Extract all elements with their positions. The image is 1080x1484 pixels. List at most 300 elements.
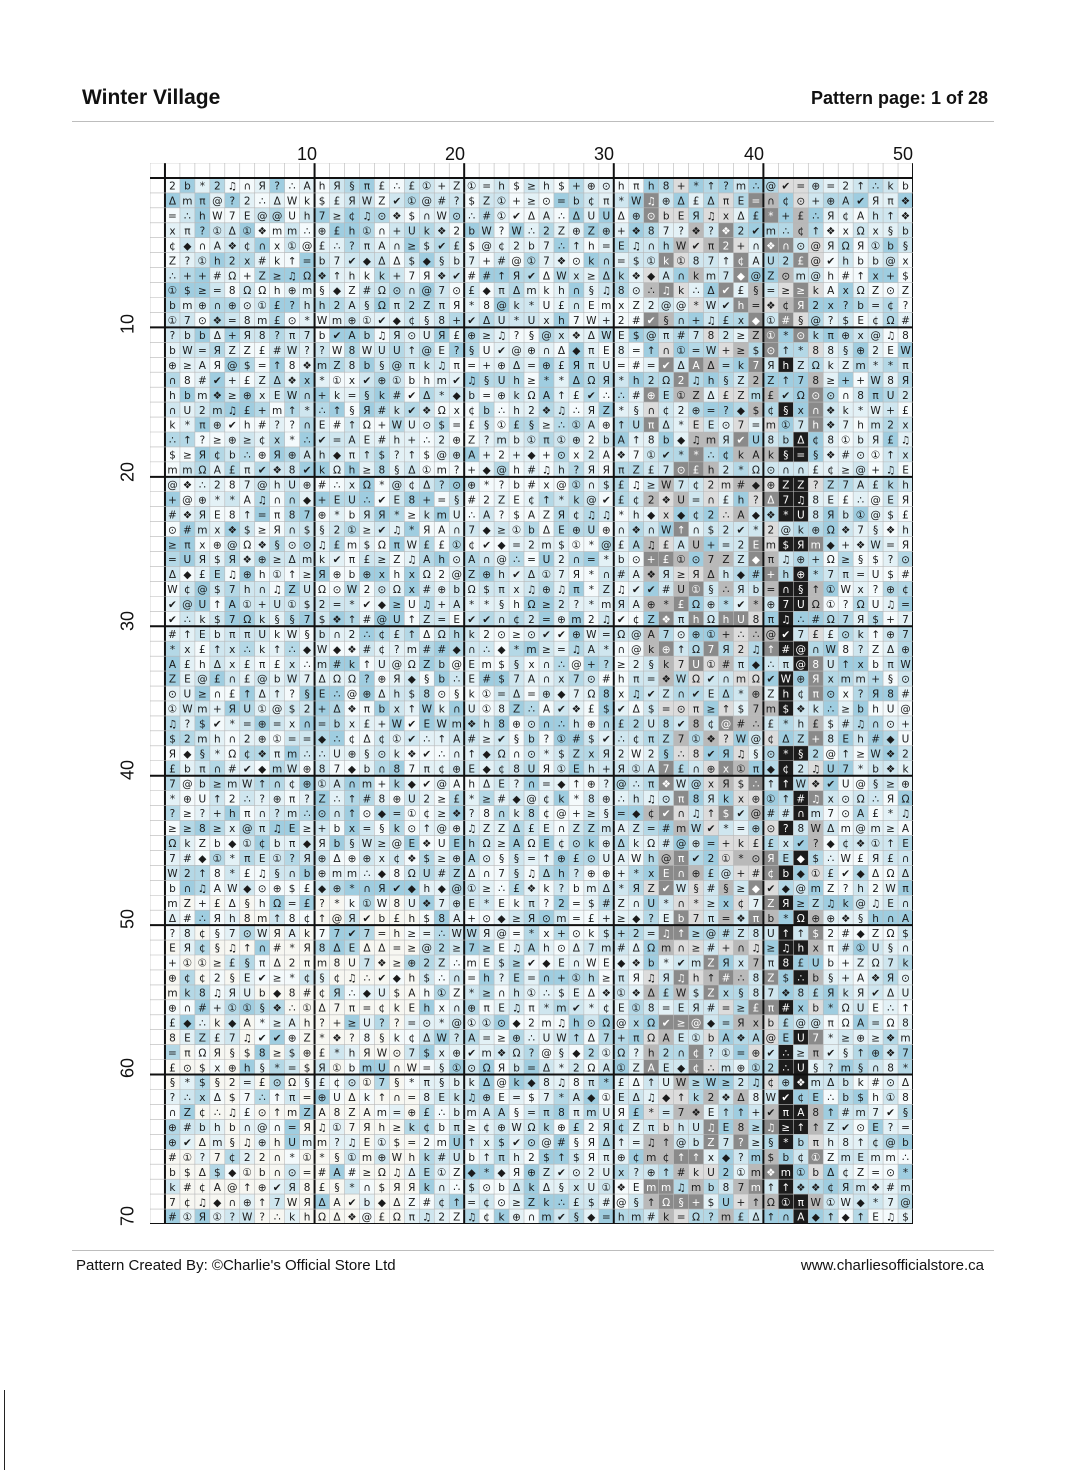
- svg-text:⊕: ⊕: [452, 853, 461, 865]
- svg-text:b: b: [483, 405, 490, 417]
- svg-text:k: k: [618, 270, 625, 282]
- svg-text:h: h: [453, 629, 460, 641]
- svg-text:k: k: [513, 300, 520, 312]
- svg-text:k: k: [424, 509, 431, 521]
- svg-text:⊕: ⊕: [766, 479, 775, 491]
- svg-text:π: π: [768, 554, 775, 566]
- svg-text:↑: ↑: [557, 390, 566, 402]
- svg-text:$: $: [842, 315, 849, 327]
- svg-text:Я: Я: [229, 554, 236, 566]
- svg-text:2: 2: [753, 375, 760, 387]
- svg-text:¢: ¢: [842, 838, 849, 850]
- svg-text:b: b: [214, 629, 221, 641]
- svg-text:@: @: [227, 360, 238, 372]
- svg-text:Я: Я: [363, 405, 370, 417]
- svg-text:#: #: [497, 793, 506, 805]
- svg-text:x: x: [274, 435, 280, 447]
- svg-text:§: §: [529, 330, 534, 342]
- svg-text:W: W: [182, 704, 193, 716]
- svg-text:∩: ∩: [647, 240, 655, 252]
- svg-text:2: 2: [364, 584, 371, 596]
- svg-text:k: k: [349, 659, 356, 671]
- svg-text:§: §: [349, 405, 354, 417]
- svg-text:$: $: [438, 420, 445, 432]
- svg-text:A: A: [348, 435, 356, 447]
- svg-text:2: 2: [483, 629, 490, 641]
- svg-text:≥: ≥: [647, 479, 656, 491]
- svg-text:①: ①: [676, 390, 685, 402]
- svg-text:Z: Z: [483, 823, 490, 835]
- svg-text:=: =: [647, 674, 656, 686]
- svg-text:@: @: [422, 285, 433, 297]
- svg-text:✔: ✔: [602, 734, 611, 746]
- svg-text:7: 7: [498, 868, 505, 880]
- svg-text:E: E: [827, 494, 834, 506]
- svg-text:◆: ◆: [408, 674, 417, 686]
- svg-text:Я: Я: [812, 674, 819, 686]
- svg-text:Z: Z: [827, 883, 834, 895]
- svg-text:◆: ◆: [527, 450, 536, 462]
- svg-text:8: 8: [349, 345, 356, 357]
- svg-text:8: 8: [902, 330, 909, 342]
- svg-text:Z: Z: [797, 360, 804, 372]
- svg-text:k: k: [394, 405, 401, 417]
- svg-text:§: §: [484, 420, 489, 432]
- svg-text:=: =: [303, 255, 312, 267]
- svg-text:h: h: [842, 255, 849, 267]
- svg-text:@: @: [422, 345, 433, 357]
- svg-text:Z: Z: [633, 300, 640, 312]
- svg-text:❖: ❖: [826, 450, 835, 462]
- svg-text:#: #: [811, 614, 820, 626]
- svg-text:*: *: [484, 599, 489, 611]
- svg-text:?: ?: [544, 734, 550, 746]
- footer-website: www.charliesofficialstore.ca: [801, 1257, 984, 1274]
- svg-text:Ω: Ω: [587, 375, 595, 387]
- svg-text:@: @: [631, 629, 642, 641]
- svg-text:Я: Я: [902, 494, 909, 506]
- svg-text:+: +: [377, 719, 386, 731]
- svg-text:#: #: [363, 793, 372, 805]
- svg-text:⊕: ⊕: [183, 793, 192, 805]
- svg-text:£: £: [319, 240, 326, 252]
- svg-text:¢: ¢: [498, 763, 505, 775]
- svg-text:↑: ↑: [781, 778, 790, 790]
- svg-text:U: U: [797, 599, 805, 611]
- svg-text:+: +: [602, 315, 611, 327]
- svg-text:8: 8: [289, 360, 296, 372]
- svg-text:∴: ∴: [857, 494, 864, 506]
- svg-text:↑: ↑: [213, 644, 222, 656]
- svg-text:π: π: [409, 360, 416, 372]
- svg-text:⊙: ⊙: [288, 315, 297, 327]
- svg-text:@: @: [646, 330, 657, 342]
- svg-text:7: 7: [468, 255, 475, 267]
- svg-text:⊕: ⊕: [692, 629, 701, 641]
- svg-text:h: h: [633, 375, 640, 387]
- svg-text:E: E: [468, 763, 475, 775]
- svg-text:£: £: [708, 868, 715, 880]
- svg-text:✔: ✔: [258, 465, 267, 477]
- svg-text:◆: ◆: [423, 255, 432, 267]
- svg-text:+: +: [647, 554, 656, 566]
- svg-text:Z: Z: [453, 868, 460, 880]
- svg-text:@: @: [272, 210, 283, 222]
- svg-text:#: #: [467, 734, 476, 746]
- svg-text:⊙: ⊙: [587, 853, 596, 865]
- svg-text:Ω: Ω: [408, 868, 416, 880]
- svg-text:Ω: Ω: [258, 285, 266, 297]
- svg-text:≥: ≥: [587, 270, 596, 282]
- svg-text:Z: Z: [318, 793, 325, 805]
- svg-text:Я: Я: [169, 748, 176, 760]
- svg-text:§: §: [813, 450, 818, 462]
- svg-text:✔: ✔: [467, 614, 476, 626]
- svg-text:@: @: [811, 240, 822, 252]
- svg-text:=: =: [886, 539, 895, 551]
- svg-text:✔: ✔: [407, 719, 416, 731]
- svg-text:✔: ✔: [363, 913, 372, 925]
- svg-text:π: π: [244, 808, 251, 820]
- svg-text:7: 7: [304, 330, 311, 342]
- svg-text:◆: ◆: [557, 689, 566, 701]
- svg-text:⊕: ⊕: [572, 225, 581, 237]
- svg-text:Δ: Δ: [707, 569, 715, 581]
- svg-text:Ω: Ω: [812, 599, 820, 611]
- svg-text:◆: ◆: [632, 808, 641, 820]
- svg-text:§: §: [454, 494, 459, 506]
- svg-text:@: @: [691, 778, 702, 790]
- svg-text:Δ: Δ: [333, 853, 341, 865]
- svg-text:✔: ✔: [722, 285, 731, 297]
- svg-text:@: @: [212, 196, 223, 208]
- svg-text:⊙: ⊙: [527, 629, 536, 641]
- svg-text:#: #: [796, 793, 805, 805]
- svg-text:x: x: [259, 390, 265, 402]
- svg-text:U: U: [423, 868, 431, 880]
- svg-text:¢: ¢: [408, 479, 415, 491]
- svg-text:E: E: [214, 509, 221, 521]
- svg-text:⊙: ⊙: [258, 883, 267, 895]
- svg-text:k: k: [394, 748, 401, 760]
- svg-text:h: h: [304, 210, 311, 222]
- svg-text:≥: ≥: [303, 823, 312, 835]
- svg-text:§: §: [529, 420, 534, 432]
- svg-text:❖: ❖: [422, 405, 431, 417]
- svg-text:⊕: ⊕: [318, 853, 327, 865]
- svg-text:♫: ♫: [691, 808, 700, 820]
- svg-text:∩: ∩: [602, 719, 610, 731]
- svg-text:b: b: [857, 255, 864, 267]
- svg-text:$: $: [588, 734, 595, 746]
- svg-text:¢: ¢: [902, 584, 909, 596]
- svg-text:∩: ∩: [303, 390, 311, 402]
- svg-text:$: $: [199, 719, 206, 731]
- svg-text:£: £: [274, 300, 281, 312]
- svg-text:①: ①: [497, 196, 506, 208]
- svg-text:Ω: Ω: [827, 614, 835, 626]
- svg-text:✔: ✔: [737, 524, 746, 536]
- svg-text:+: +: [766, 569, 775, 581]
- svg-text:⊕: ⊕: [766, 599, 775, 611]
- svg-text:⊕: ⊕: [273, 793, 282, 805]
- svg-text:=: =: [557, 644, 566, 656]
- svg-text:U: U: [587, 524, 595, 536]
- svg-text:Я: Я: [767, 853, 774, 865]
- svg-text:Δ: Δ: [678, 360, 686, 372]
- svg-text:⊕: ⊕: [647, 599, 656, 611]
- svg-text:h: h: [169, 390, 176, 402]
- svg-text:⊕: ⊕: [497, 390, 506, 402]
- svg-text:m: m: [197, 524, 207, 536]
- svg-text:$: $: [513, 181, 520, 193]
- svg-text:⊕: ⊕: [243, 390, 252, 402]
- svg-text:7: 7: [169, 778, 176, 790]
- svg-text:W: W: [182, 345, 193, 357]
- svg-text:E: E: [214, 569, 221, 581]
- svg-text:♫: ♫: [362, 210, 371, 222]
- svg-text:b: b: [902, 225, 909, 237]
- svg-text:≥: ≥: [617, 659, 626, 671]
- svg-text:h: h: [693, 614, 700, 626]
- svg-text:①: ①: [826, 584, 835, 596]
- svg-text:2: 2: [558, 898, 565, 910]
- svg-text:@: @: [855, 823, 866, 835]
- svg-text:⊙: ⊙: [557, 450, 566, 462]
- svg-text:π: π: [783, 659, 790, 671]
- svg-text:k: k: [394, 778, 401, 790]
- svg-text:U: U: [528, 315, 536, 327]
- svg-text:#: #: [722, 659, 731, 671]
- svg-text:*: *: [693, 450, 698, 462]
- svg-text:h: h: [438, 554, 445, 566]
- svg-text:+: +: [737, 240, 746, 252]
- svg-text:◆: ◆: [318, 883, 327, 895]
- svg-text:#: #: [437, 644, 446, 656]
- svg-text:2: 2: [723, 240, 730, 252]
- svg-text:Ω: Ω: [243, 285, 251, 297]
- svg-text:¢: ¢: [768, 405, 775, 417]
- svg-text:¢: ¢: [423, 808, 430, 820]
- svg-text:§: §: [275, 539, 280, 551]
- svg-text:b: b: [872, 763, 879, 775]
- svg-text:*: *: [619, 883, 624, 895]
- svg-text:§: §: [604, 808, 609, 820]
- svg-text:$: $: [603, 704, 610, 716]
- svg-text:♫: ♫: [811, 763, 820, 775]
- svg-text:E: E: [708, 420, 715, 432]
- svg-text:7: 7: [513, 674, 520, 686]
- svg-text:§: §: [245, 898, 250, 910]
- svg-text:Δ: Δ: [707, 285, 715, 297]
- svg-text:k: k: [858, 629, 865, 641]
- svg-text:=: =: [258, 360, 267, 372]
- svg-text:+: +: [602, 913, 611, 925]
- svg-text:£: £: [244, 659, 251, 671]
- svg-text:=: =: [527, 554, 536, 566]
- svg-text:2: 2: [648, 375, 655, 387]
- svg-text:m: m: [182, 300, 192, 312]
- svg-text:£: £: [812, 719, 819, 731]
- svg-text:Z: Z: [259, 375, 266, 387]
- svg-text:π: π: [648, 778, 655, 790]
- svg-text:§: §: [903, 240, 908, 252]
- svg-text:∴: ∴: [334, 793, 341, 805]
- svg-text:W: W: [870, 539, 881, 551]
- svg-text:✔: ✔: [512, 569, 521, 581]
- svg-text:b: b: [618, 554, 625, 566]
- svg-text:W: W: [870, 748, 881, 760]
- svg-text:Я: Я: [513, 270, 520, 282]
- svg-text:¢: ¢: [184, 584, 191, 596]
- svg-text:?: ?: [648, 913, 654, 925]
- svg-text:⊕: ⊕: [901, 778, 910, 790]
- svg-text:#: #: [467, 494, 476, 506]
- svg-text:2: 2: [723, 524, 730, 536]
- svg-text:b: b: [753, 584, 760, 596]
- svg-text:✔: ✔: [647, 584, 656, 596]
- svg-text:@: @: [451, 883, 462, 895]
- svg-text:?: ?: [753, 494, 759, 506]
- svg-text:=: =: [273, 719, 282, 731]
- svg-text:=: =: [796, 450, 805, 462]
- svg-text:✔: ✔: [348, 255, 357, 267]
- svg-text:✔: ✔: [333, 330, 342, 342]
- svg-text:∩: ∩: [902, 853, 910, 865]
- svg-text:§: §: [364, 390, 369, 402]
- svg-text:h: h: [783, 689, 790, 701]
- svg-text:@: @: [392, 838, 403, 850]
- svg-text:*: *: [634, 868, 639, 880]
- svg-text:@: @: [182, 599, 193, 611]
- svg-text:b: b: [573, 196, 580, 208]
- svg-text:◆: ◆: [303, 494, 312, 506]
- svg-text:b: b: [902, 181, 909, 193]
- svg-text:2: 2: [244, 734, 251, 746]
- svg-text:⊕: ⊕: [258, 554, 267, 566]
- svg-text:∴: ∴: [364, 868, 371, 880]
- svg-text:⊕: ⊕: [288, 285, 297, 297]
- svg-text:U: U: [408, 599, 416, 611]
- svg-text:x: x: [588, 748, 594, 760]
- svg-text:Я: Я: [363, 509, 370, 521]
- svg-text:£: £: [274, 315, 281, 327]
- svg-text:?: ?: [454, 465, 460, 477]
- svg-text:h: h: [304, 300, 311, 312]
- svg-text:@: @: [347, 689, 358, 701]
- svg-text:h: h: [468, 778, 475, 790]
- svg-text:♫: ♫: [691, 375, 700, 387]
- svg-text:∴: ∴: [753, 778, 760, 790]
- svg-text:⊕: ⊕: [318, 509, 327, 521]
- svg-text:£: £: [513, 883, 520, 895]
- svg-text:⊕: ⊕: [587, 719, 596, 731]
- svg-text:Ω: Ω: [857, 599, 865, 611]
- svg-text:↑: ↑: [288, 255, 297, 267]
- svg-text:①: ①: [257, 704, 266, 716]
- svg-text:✔: ✔: [482, 614, 491, 626]
- svg-text:h: h: [259, 898, 266, 910]
- svg-text:↑: ↑: [437, 734, 446, 746]
- svg-text:⊙: ⊙: [198, 315, 207, 327]
- svg-text:❖: ❖: [407, 853, 416, 865]
- svg-text:π: π: [723, 196, 730, 208]
- svg-text:≥: ≥: [168, 823, 177, 835]
- svg-text:◆: ◆: [408, 883, 417, 895]
- svg-text:A: A: [214, 883, 222, 895]
- svg-text:↑: ↑: [422, 823, 431, 835]
- svg-text:*: *: [693, 898, 698, 910]
- svg-text:①: ①: [766, 315, 775, 327]
- svg-text:✔: ✔: [422, 748, 431, 760]
- svg-text:§: §: [723, 375, 728, 387]
- svg-text:Δ: Δ: [333, 704, 341, 716]
- svg-text:8: 8: [528, 808, 535, 820]
- svg-text:Ω: Ω: [527, 599, 535, 611]
- svg-text:U: U: [288, 210, 296, 222]
- svg-text:❖: ❖: [527, 883, 536, 895]
- svg-text:E: E: [423, 719, 430, 731]
- svg-text:W: W: [900, 659, 911, 671]
- svg-text:≥: ≥: [258, 524, 267, 536]
- svg-text:?: ?: [274, 330, 280, 342]
- svg-text:#: #: [333, 659, 342, 671]
- svg-text:=: =: [617, 255, 626, 267]
- svg-text:U: U: [199, 599, 207, 611]
- svg-text:∩: ∩: [423, 210, 431, 222]
- svg-text:£: £: [169, 763, 176, 775]
- svg-text:x: x: [858, 584, 864, 596]
- svg-text:≥: ≥: [392, 599, 401, 611]
- svg-text:@: @: [676, 300, 687, 312]
- svg-text:❖: ❖: [706, 734, 715, 746]
- svg-text:❖: ❖: [661, 778, 670, 790]
- svg-text:§: §: [634, 405, 639, 417]
- svg-text:+: +: [168, 494, 177, 506]
- svg-text:❖: ❖: [646, 569, 655, 581]
- svg-text:§: §: [349, 838, 354, 850]
- svg-text:Z: Z: [767, 375, 774, 387]
- svg-text:§: §: [753, 285, 758, 297]
- svg-text:8: 8: [289, 465, 296, 477]
- svg-text:↑: ↑: [407, 450, 416, 462]
- svg-text:8: 8: [812, 494, 819, 506]
- svg-text:⊙: ⊙: [662, 793, 671, 805]
- svg-text:Ω: Ω: [857, 285, 865, 297]
- svg-text:Δ: Δ: [588, 330, 596, 342]
- svg-text:7: 7: [753, 360, 760, 372]
- svg-text:+: +: [841, 539, 850, 551]
- svg-text:b: b: [573, 883, 580, 895]
- svg-text:*: *: [678, 450, 683, 462]
- svg-text:◆: ◆: [737, 405, 746, 417]
- svg-text:*: *: [783, 748, 788, 760]
- svg-text:∴: ∴: [558, 240, 565, 252]
- pattern-grid: [150, 163, 913, 1224]
- svg-text:m: m: [571, 614, 581, 626]
- svg-text:b: b: [678, 913, 685, 925]
- svg-text:⊙: ⊙: [781, 270, 790, 282]
- svg-text:m: m: [736, 181, 746, 193]
- svg-text:E: E: [259, 853, 266, 865]
- svg-text:h: h: [259, 569, 266, 581]
- svg-text:@: @: [257, 210, 268, 222]
- svg-text:↑: ↑: [632, 435, 641, 447]
- svg-text:£: £: [453, 330, 460, 342]
- svg-text:h: h: [558, 285, 565, 297]
- svg-text:↑: ↑: [213, 793, 222, 805]
- svg-text:m: m: [197, 734, 207, 746]
